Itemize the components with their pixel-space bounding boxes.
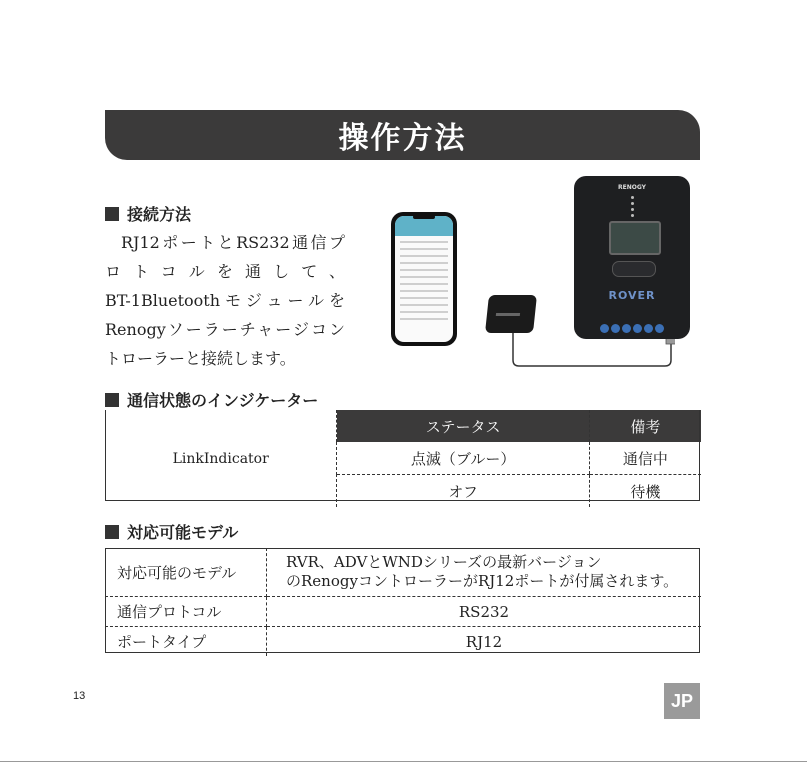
- square-bullet-icon: [105, 393, 119, 407]
- charge-controller-image: [574, 176, 690, 339]
- header-note: 備考: [589, 410, 701, 442]
- indicator-label: LinkIndicator: [105, 410, 337, 507]
- bt1-module-image: [485, 295, 537, 333]
- table-row: 通信プロトコル RS232: [105, 597, 701, 627]
- header-status: ステータス: [337, 410, 589, 442]
- square-bullet-icon: [105, 525, 119, 539]
- square-bullet-icon: [105, 207, 119, 221]
- button-pad: [612, 261, 656, 277]
- table-row: 点滅（ブルー） 通信中: [105, 442, 701, 475]
- brand-logo: RENOGY: [618, 184, 646, 191]
- title-banner: [105, 110, 700, 160]
- page-title: 操作方法: [338, 121, 467, 156]
- section-heading-models: 対応可能モデル: [105, 520, 238, 543]
- models-table: [105, 548, 701, 656]
- language-badge: JP: [664, 683, 700, 719]
- table-row: オフ 待機: [105, 475, 701, 508]
- indicator-table: [105, 410, 701, 507]
- table-row: ポートタイプ RJ12: [105, 627, 701, 657]
- table-row: 対応可能のモデル RVR、ADVとWNDシリーズの最新バージョン のRenogyコントローラーがRJ12ポートが付属されます。: [105, 548, 701, 597]
- smartphone-image: [391, 212, 457, 346]
- product-logo: ROVER: [608, 289, 656, 302]
- section-heading-indicator: 通信状態のインジケーター: [105, 388, 318, 411]
- page-number: 13: [73, 690, 86, 702]
- bottom-rule: [0, 761, 807, 762]
- app-screen: [395, 216, 453, 342]
- connection-description: RJ12ポートとRS232通信プ ロトコルを通して、 BT-1Bluetoothモジュールを Renogyソーラーチャージコン トローラーと接続します。: [105, 233, 345, 368]
- section-heading-connection: 接続方法: [105, 202, 191, 225]
- lcd-display: [609, 221, 661, 255]
